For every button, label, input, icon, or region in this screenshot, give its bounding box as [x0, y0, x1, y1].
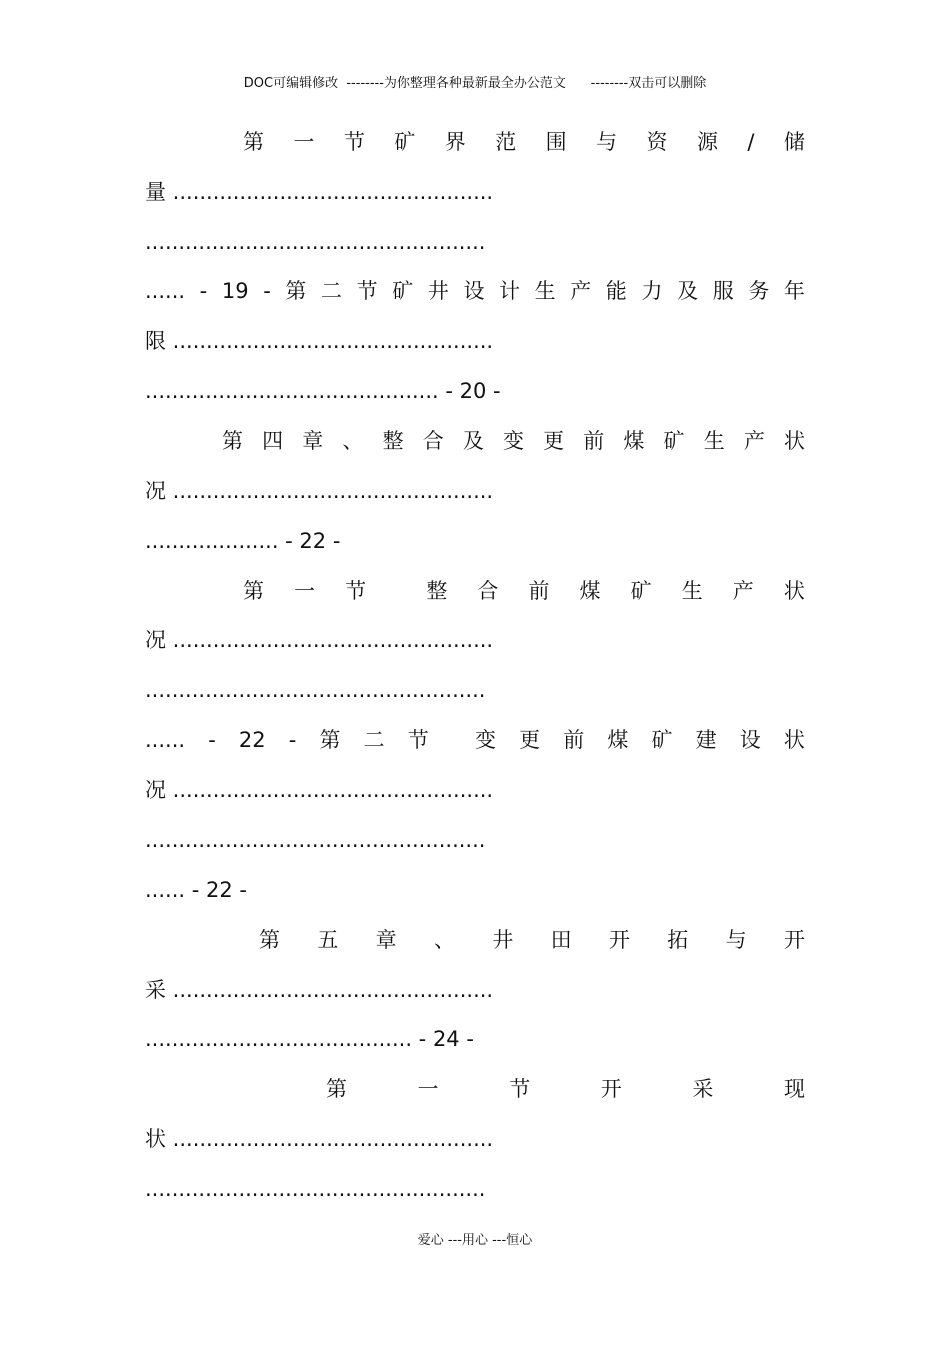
toc-char: 更: [543, 429, 565, 453]
toc-char: 第: [243, 130, 264, 154]
toc-page-number-line: .................... - 22 -: [145, 529, 341, 553]
toc-char: 界: [444, 130, 466, 154]
toc-char: 一: [294, 579, 316, 603]
toc-char: 第: [222, 429, 243, 453]
toc-char: 二: [363, 728, 385, 752]
toc-char: 矿: [651, 728, 673, 752]
toc-char: 矿: [663, 429, 685, 453]
toc-char: 前: [563, 728, 585, 752]
toc-entry-line: 量 ................................................: [145, 180, 494, 204]
toc-char: 第: [243, 579, 264, 603]
toc-char: 矿: [392, 279, 414, 303]
toc-entry-line: 采 ................................................: [145, 978, 494, 1002]
toc-char: 田: [550, 928, 572, 952]
toc-char: 设: [463, 279, 485, 303]
toc-char: 五: [317, 928, 339, 952]
toc-char: 产: [570, 279, 592, 303]
toc-entry-line: 况 ................................................: [145, 778, 494, 802]
toc-char: 节: [345, 579, 367, 603]
toc-char: 采: [692, 1077, 714, 1101]
toc-char: 拓: [667, 928, 689, 952]
toc-char: 生: [534, 279, 556, 303]
toc-entry-section-1-mine-boundary: [243, 127, 805, 157]
toc-char: 一: [417, 1077, 439, 1101]
toc-leader-dots: ...................................................: [145, 1177, 486, 1201]
toc-char: 变: [502, 429, 524, 453]
toc-entry-chapter-4: [222, 426, 805, 456]
toc-char: 四: [262, 429, 284, 453]
toc-char: 及: [677, 279, 699, 303]
toc-char: 一: [293, 130, 315, 154]
toc-char: 资: [646, 130, 668, 154]
toc-char: 井: [427, 279, 449, 303]
toc-char: 产: [732, 579, 754, 603]
toc-char: 源: [696, 130, 718, 154]
toc-char: 19: [221, 279, 249, 303]
toc-entry-line: 状 ................................................: [145, 1127, 494, 1151]
toc-char: 状: [783, 579, 805, 603]
toc-leader-dots: ...................................................: [145, 678, 486, 702]
page-footer: 爱心 ---用心 ---恒心: [417, 1233, 533, 1248]
toc-leader-dots: ...................................................: [145, 828, 486, 852]
toc-char: -: [199, 279, 208, 303]
toc-char: 生: [681, 579, 703, 603]
toc-char: 、: [342, 429, 364, 453]
toc-char: ......: [145, 279, 186, 303]
toc-char: 建: [695, 728, 717, 752]
toc-char: -: [288, 728, 297, 752]
toc-char: 能: [605, 279, 627, 303]
toc-entry-section-1-mining-status: [326, 1074, 805, 1104]
toc-char: 计: [499, 279, 521, 303]
toc-char: 现: [783, 1077, 805, 1101]
toc-char: 矿: [630, 579, 652, 603]
toc-char: 前: [583, 429, 605, 453]
toc-char: 状: [783, 429, 805, 453]
toc-entry-section-2-construction: [145, 725, 805, 755]
toc-entry-chapter-5: [259, 925, 805, 955]
toc-page-number-line: ...... - 22 -: [145, 878, 247, 902]
toc-char: 节: [509, 1077, 531, 1101]
toc-char: 整: [426, 579, 448, 603]
toc-char: 节: [343, 130, 365, 154]
toc-entry-line: 况 ................................................: [145, 479, 494, 503]
toc-char: 二: [321, 279, 342, 303]
toc-char: ......: [145, 728, 186, 752]
toc-char: 节: [356, 279, 378, 303]
toc-char: 煤: [607, 728, 629, 752]
toc-char: 储: [783, 130, 805, 154]
toc-char: 开: [608, 928, 630, 952]
toc-char: 更: [519, 728, 541, 752]
toc-char: 力: [641, 279, 663, 303]
toc-char: 生: [703, 429, 725, 453]
toc-char: 服: [712, 279, 734, 303]
toc-entry-section-1-before-merger: [243, 576, 805, 606]
toc-char: 状: [783, 728, 805, 752]
toc-char: -: [263, 279, 271, 303]
toc-char: 第: [259, 928, 280, 952]
toc-char: 煤: [579, 579, 601, 603]
toc-char: 、: [433, 928, 455, 952]
toc-char: /: [747, 130, 755, 154]
toc-entry-line: 况 ................................................: [145, 628, 494, 652]
toc-char: 前: [528, 579, 550, 603]
toc-char: 第: [319, 728, 341, 752]
toc-char: 开: [783, 928, 805, 952]
toc-char: 章: [375, 928, 397, 952]
toc-char: 第: [285, 279, 307, 303]
toc-char: 围: [545, 130, 567, 154]
toc-char: -: [208, 728, 216, 752]
toc-char: 与: [596, 130, 618, 154]
toc-char: 及: [462, 429, 484, 453]
toc-char: 与: [725, 928, 747, 952]
toc-char: 章: [302, 429, 324, 453]
toc-char: 井: [492, 928, 514, 952]
toc-entry-line: 限 ................................................: [145, 329, 494, 353]
toc-entry-section-2-capacity: [145, 276, 805, 306]
toc-char: 设: [739, 728, 761, 752]
toc-page-number-line: ........................................ - 24 -: [145, 1027, 474, 1051]
toc-char: 22: [238, 728, 266, 752]
toc-char: 合: [477, 579, 499, 603]
toc-char: 年: [783, 279, 805, 303]
toc-char: 变: [474, 728, 496, 752]
toc-char: 第: [326, 1077, 347, 1101]
toc-char: 产: [743, 429, 765, 453]
toc-char: 煤: [623, 429, 645, 453]
toc-char: 合: [422, 429, 444, 453]
toc-char: 节: [407, 728, 429, 752]
toc-leader-dots: ...................................................: [145, 230, 486, 254]
toc-page-number-line: ............................................ - 20 -: [145, 379, 501, 403]
toc-char: 整: [382, 429, 404, 453]
toc-char: 开: [600, 1077, 622, 1101]
toc-char: 务: [748, 279, 770, 303]
page-header: DOC可编辑修改 --------为你整理各种最新最全办公范文 --------双击可以删除: [243, 76, 707, 91]
toc-char: 范: [495, 130, 517, 154]
toc-char: 矿: [394, 130, 416, 154]
